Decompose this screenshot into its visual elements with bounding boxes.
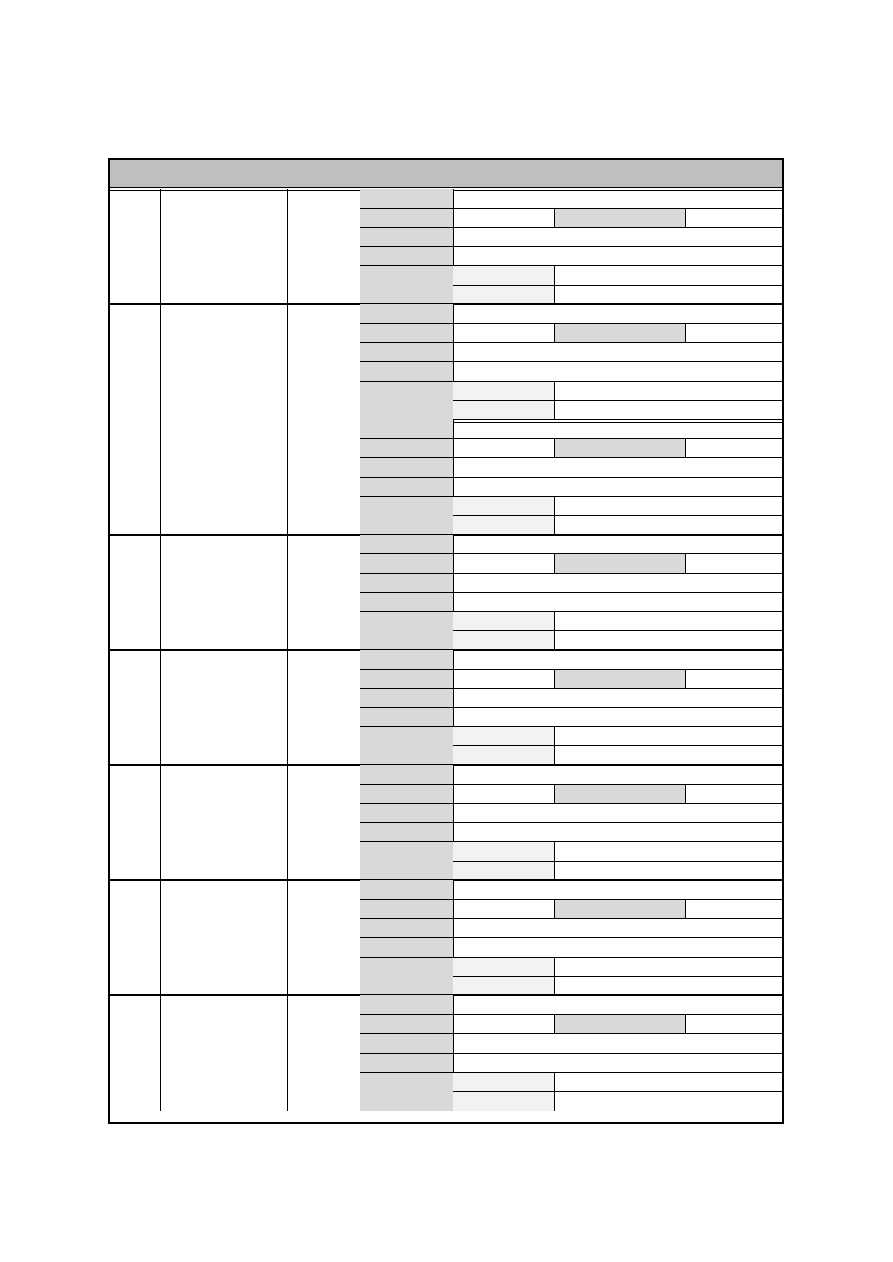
field-sublabel: [554, 899, 685, 918]
field-sublabel: [453, 727, 554, 746]
field-label: [360, 727, 453, 765]
field-row-line: [360, 592, 782, 593]
field-sub-line: [554, 208, 555, 227]
field-label: [360, 1015, 453, 1034]
field-label: [360, 957, 453, 995]
group-col-line: [287, 765, 288, 880]
field-row-line: [360, 246, 782, 247]
field-label: [360, 439, 453, 458]
field-label-line: [453, 535, 454, 554]
field-label-line: [453, 362, 454, 381]
field-sublabel: [453, 515, 554, 534]
field-row-line: [360, 1033, 782, 1034]
field-row-line: [453, 515, 782, 516]
field-label-line: [453, 938, 454, 957]
group-col-line: [160, 765, 161, 880]
field-label-line: [453, 765, 454, 784]
field-row-line: [360, 553, 782, 554]
field-sublabel: [453, 957, 554, 976]
field-label: [360, 919, 453, 938]
field-sublabel: [453, 400, 554, 419]
field-label: [360, 669, 453, 688]
group-col-line: [287, 535, 288, 650]
field-row-line: [360, 265, 782, 266]
field-label: [360, 611, 453, 649]
group-col-line: [287, 650, 288, 765]
field-row-line: [360, 381, 782, 382]
group-col-line: [287, 304, 288, 534]
field-sublabel: [554, 1015, 685, 1034]
field-sub-line: [685, 784, 686, 803]
group-col-line: [287, 995, 288, 1110]
field-label-line: [453, 1034, 454, 1053]
field-label-line: [453, 304, 454, 323]
field-sublabel: [453, 976, 554, 995]
field-row-line: [360, 957, 782, 958]
field-sublabel: [453, 266, 554, 285]
field-label: [360, 995, 453, 1014]
field-label: [360, 842, 453, 880]
field-row-line: [360, 784, 782, 785]
field-label-line: [453, 419, 454, 438]
field-sublabel: [554, 784, 685, 803]
field-row-line: [453, 1091, 782, 1092]
field-label-line: [453, 919, 454, 938]
field-row-line: [360, 1053, 782, 1054]
field-label-line: [453, 1015, 454, 1034]
field-label-line: [453, 573, 454, 592]
field-label: [360, 419, 453, 438]
field-label: [360, 765, 453, 784]
field-label: [360, 304, 453, 323]
field-row-line: [360, 323, 782, 324]
field-label-line: [453, 669, 454, 688]
field-label-line: [453, 1053, 454, 1072]
field-sub-line: [685, 439, 686, 458]
field-row-line: [360, 707, 782, 708]
field-row-line: [360, 208, 782, 209]
field-sub-line: [554, 439, 555, 458]
field-label: [360, 208, 453, 227]
field-label: [360, 592, 453, 611]
field-label: [360, 362, 453, 381]
field-row-line: [360, 669, 782, 670]
field-label: [360, 707, 453, 726]
field-sublabel: [453, 1072, 554, 1091]
field-sublabel: [453, 746, 554, 765]
field-label: [360, 1053, 453, 1072]
field-label-line: [453, 477, 454, 496]
field-sub-line: [685, 323, 686, 342]
field-row-line: [360, 611, 782, 612]
field-sublabel: [453, 611, 554, 630]
field-label-line: [453, 592, 454, 611]
field-label: [360, 189, 453, 208]
group-col-line: [160, 189, 161, 304]
field-label-line: [453, 707, 454, 726]
field-label: [360, 458, 453, 477]
field-sublabel: [453, 842, 554, 861]
field-row-line: [360, 496, 782, 497]
field-label-line: [453, 439, 454, 458]
field-label: [360, 496, 453, 534]
field-label: [360, 1072, 453, 1110]
field-sub-line: [685, 1015, 686, 1034]
field-label: [360, 899, 453, 918]
field-label: [360, 880, 453, 899]
field-label: [360, 688, 453, 707]
field-sub-line: [554, 784, 555, 803]
field-sublabel: [554, 554, 685, 573]
field-row-line: [360, 438, 782, 439]
field-label-line: [453, 208, 454, 227]
field-label: [360, 650, 453, 669]
field-row-line: [360, 342, 782, 343]
field-label: [360, 323, 453, 342]
header-cell: [110, 160, 160, 187]
field-label: [360, 1034, 453, 1053]
field-label: [360, 247, 453, 266]
field-label: [360, 573, 453, 592]
field-sublabel: [453, 496, 554, 515]
field-row-line: [453, 976, 782, 977]
field-sublabel: [453, 631, 554, 650]
field-sub-line: [685, 208, 686, 227]
field-row-line: [360, 573, 782, 574]
field-sublabel: [554, 669, 685, 688]
group-col-line: [287, 189, 288, 304]
field-label-line: [453, 554, 454, 573]
header-cell: [287, 160, 360, 187]
field-label: [360, 938, 453, 957]
field-sub-line: [685, 899, 686, 918]
field-row-line: [360, 1014, 782, 1015]
field-sublabel: [453, 1091, 554, 1110]
field-row-line: [360, 227, 782, 228]
field-label: [360, 803, 453, 822]
field-label-line: [453, 880, 454, 899]
field-row-line: [453, 630, 782, 631]
field-row-line: [360, 688, 782, 689]
field-sub-line: [554, 1015, 555, 1034]
form-table: [108, 158, 784, 1124]
field-label: [360, 343, 453, 362]
field-sublabel: [554, 323, 685, 342]
field-sublabel: [453, 381, 554, 400]
header-cell: [160, 160, 287, 187]
field-label: [360, 784, 453, 803]
field-sublabel: [554, 208, 685, 227]
field-label-line: [453, 995, 454, 1014]
group-col-line: [160, 650, 161, 765]
field-label: [360, 477, 453, 496]
field-label: [360, 823, 453, 842]
field-row-line: [453, 400, 782, 401]
field-row-line: [360, 918, 782, 919]
field-row-line: [453, 861, 782, 862]
field-row-line: [453, 745, 782, 746]
field-sublabel: [453, 285, 554, 304]
field-label-line: [453, 899, 454, 918]
field-sub-line: [554, 554, 555, 573]
header-cell: [360, 160, 782, 187]
field-row-line: [360, 822, 782, 823]
field-row-line: [360, 841, 782, 842]
group-col-line: [160, 995, 161, 1110]
field-label-line: [453, 458, 454, 477]
field-label: [360, 266, 453, 304]
field-row-line: [360, 1072, 782, 1073]
group-col-line: [160, 304, 161, 534]
field-label-line: [453, 247, 454, 266]
field-label-line: [453, 803, 454, 822]
field-label-line: [453, 323, 454, 342]
field-sub-line: [554, 669, 555, 688]
field-label-line: [453, 189, 454, 208]
field-row-line: [360, 361, 782, 362]
field-label: [360, 227, 453, 246]
field-label: [360, 381, 453, 419]
field-row-line: [360, 457, 782, 458]
field-row-line: [360, 937, 782, 938]
field-label-line: [453, 650, 454, 669]
field-label-line: [453, 227, 454, 246]
field-label-line: [453, 688, 454, 707]
field-row-line: [360, 477, 782, 478]
field-label: [360, 535, 453, 554]
field-sub-line: [554, 899, 555, 918]
field-sublabel: [554, 439, 685, 458]
field-label-line: [453, 343, 454, 362]
field-label: [360, 554, 453, 573]
group-col-line: [160, 880, 161, 995]
field-row-line: [360, 726, 782, 727]
field-sub-line: [554, 323, 555, 342]
group-col-line: [160, 535, 161, 650]
field-label-line: [453, 784, 454, 803]
field-row-line: [453, 285, 782, 286]
field-label-line: [453, 823, 454, 842]
field-sub-line: [685, 554, 686, 573]
field-sub-line: [685, 669, 686, 688]
group-col-line: [287, 880, 288, 995]
field-row-line: [360, 803, 782, 804]
field-sublabel: [453, 861, 554, 880]
field-row-line: [360, 899, 782, 900]
